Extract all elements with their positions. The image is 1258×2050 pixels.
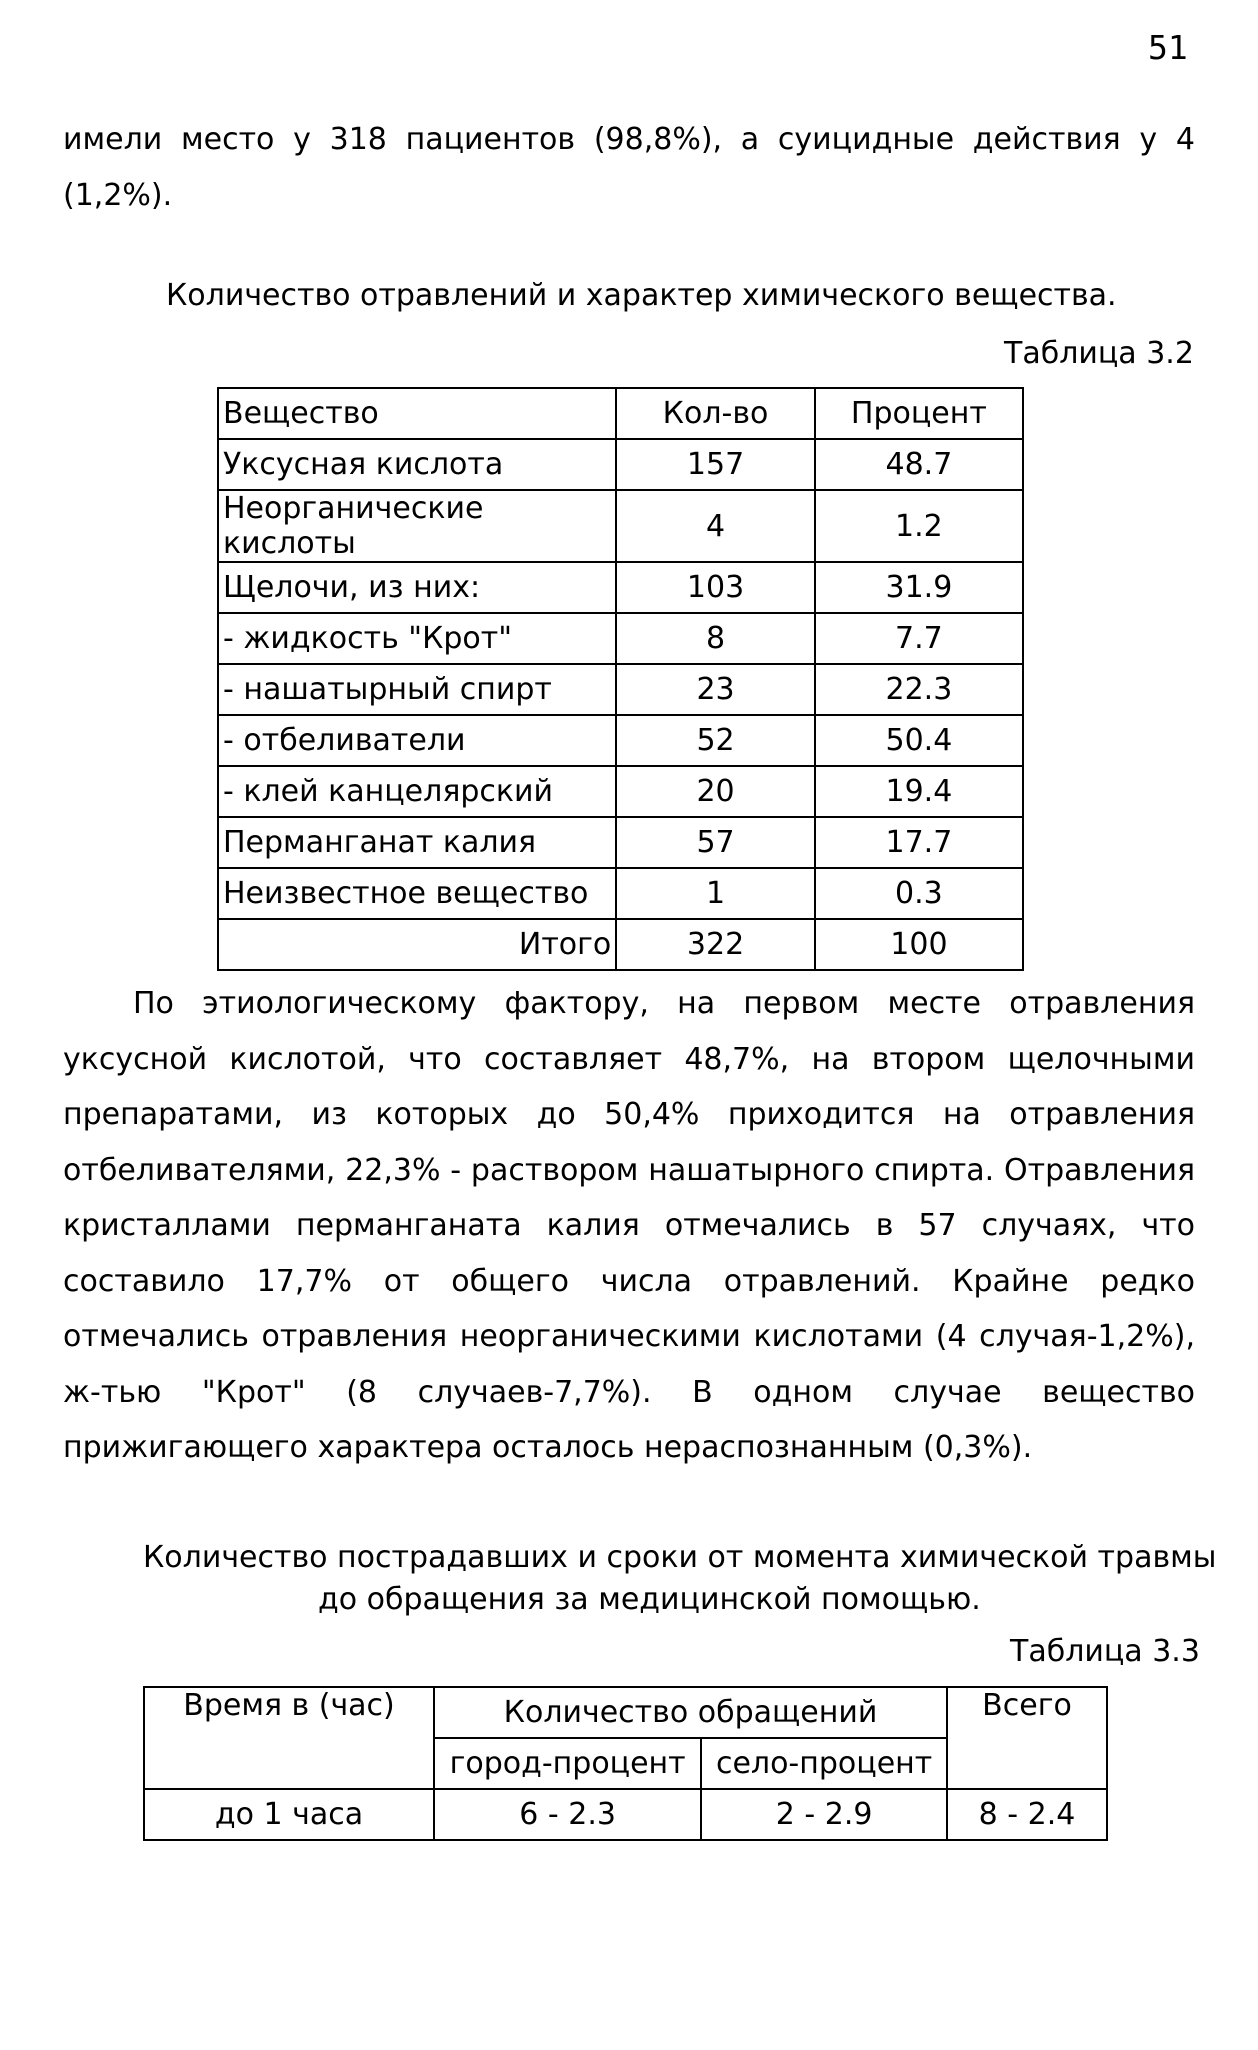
table-cell: 8 - 2.4 <box>947 1789 1107 1840</box>
table-header-row <box>218 388 1023 439</box>
table-row <box>144 1789 1107 1840</box>
subheader-cell-city: город-процент <box>434 1738 701 1789</box>
table-cell: 50.4 <box>815 715 1023 766</box>
table-cell: 52 <box>616 715 815 766</box>
table-row <box>218 715 1023 766</box>
text-line: кристаллами перманганата калия отмечались в 57 случаях, что <box>63 1208 1195 1243</box>
table-3-3-caption-line1: Количество пострадавших и сроки от момента химической травмы <box>143 1540 1217 1575</box>
text-line: составило 17,7% от общего числа отравлений. Крайне редко <box>63 1263 1195 1299</box>
text-line: препаратами, из которых до 50,4% приходится на отравления <box>63 1097 1195 1132</box>
text-line: отмечались отравления неорганическими кислотами (4 случая-1,2%), <box>63 1319 1195 1354</box>
table-row <box>218 439 1023 490</box>
table-3-3 <box>143 1686 1108 1841</box>
table-cell: 157 <box>616 439 815 490</box>
table-cell: 22.3 <box>815 664 1023 715</box>
table-cell: Перманганат калия <box>218 817 616 868</box>
text-line: уксусной кислотой, что составляет 48,7%, на втором щелочными <box>63 1041 1195 1077</box>
table-3-3-label: Таблица 3.3 <box>1010 1634 1200 1669</box>
table-row <box>218 562 1023 613</box>
table-cell: 1 <box>616 868 815 919</box>
table-cell: 8 <box>616 613 815 664</box>
table-cell: 20 <box>616 766 815 817</box>
table-total-row <box>218 919 1023 970</box>
table-cell: Неизвестное вещество <box>218 868 616 919</box>
table-cell: Итого <box>218 919 616 970</box>
table-cell: 17.7 <box>815 817 1023 868</box>
table-cell: 322 <box>616 919 815 970</box>
header-cell-total: Всего <box>947 1687 1107 1789</box>
table-3-2 <box>217 387 1024 971</box>
table-cell: - нашатырный спирт <box>218 664 616 715</box>
table-header-row <box>144 1687 1107 1738</box>
table-cell: 2 - 2.9 <box>701 1789 947 1840</box>
header-cell-count: Количество обращений <box>434 1687 947 1738</box>
header-cell-time: Время в (час) <box>144 1687 434 1789</box>
table-3-2-caption: Количество отравлений и характер химического вещества. <box>166 278 1117 313</box>
body-paragraph <box>63 976 1195 1476</box>
table-row <box>218 766 1023 817</box>
table-3-3-caption-line2: до обращения за медицинской помощью. <box>318 1582 981 1617</box>
table-row <box>218 817 1023 868</box>
table-cell: Неорганические кислоты <box>218 490 616 562</box>
table-row <box>218 490 1023 562</box>
table-cell: - отбеливатели <box>218 715 616 766</box>
table-cell: 7.7 <box>815 613 1023 664</box>
header-cell: Кол-во <box>616 388 815 439</box>
table-row <box>218 613 1023 664</box>
table-cell: 4 <box>616 490 815 562</box>
table-cell: Щелочи, из них: <box>218 562 616 613</box>
table-cell: 23 <box>616 664 815 715</box>
table-cell: 1.2 <box>815 490 1023 562</box>
text-line: отбеливателями, 22,3% - раствором нашатырного спирта. Отравления <box>63 1152 1195 1188</box>
table-cell: 6 - 2.3 <box>434 1789 701 1840</box>
text-line: (1,2%). <box>63 177 173 213</box>
table-cell: 0.3 <box>815 868 1023 919</box>
table-cell: - клей канцелярский <box>218 766 616 817</box>
header-cell: Вещество <box>218 388 616 439</box>
table-cell: 48.7 <box>815 439 1023 490</box>
table-cell: 31.9 <box>815 562 1023 613</box>
table-cell: - жидкость "Крот" <box>218 613 616 664</box>
table-cell: 100 <box>815 919 1023 970</box>
text-line: ж-тью "Крот" (8 случаев-7,7%). В одном случае вещество <box>63 1374 1195 1410</box>
table-cell: 103 <box>616 562 815 613</box>
table-row <box>218 868 1023 919</box>
table-3-2-label: Таблица 3.2 <box>1004 336 1194 371</box>
subheader-cell-village: село-процент <box>701 1738 947 1789</box>
header-cell: Процент <box>815 388 1023 439</box>
table-row <box>218 664 1023 715</box>
table-cell: 57 <box>616 817 815 868</box>
text-line: прижигающего характера осталось нераспознанным (0,3%). <box>63 1430 1033 1465</box>
page-number: 51 <box>1148 28 1188 67</box>
text-line: По этиологическому фактору, на первом месте отравления <box>133 986 1195 1021</box>
table-cell: 19.4 <box>815 766 1023 817</box>
text-line: имели место у 318 пациентов (98,8%), а суицидные действия у 4 <box>63 122 1195 157</box>
table-cell: Уксусная кислота <box>218 439 616 490</box>
intro-text <box>63 112 1195 223</box>
table-cell: до 1 часа <box>144 1789 434 1840</box>
